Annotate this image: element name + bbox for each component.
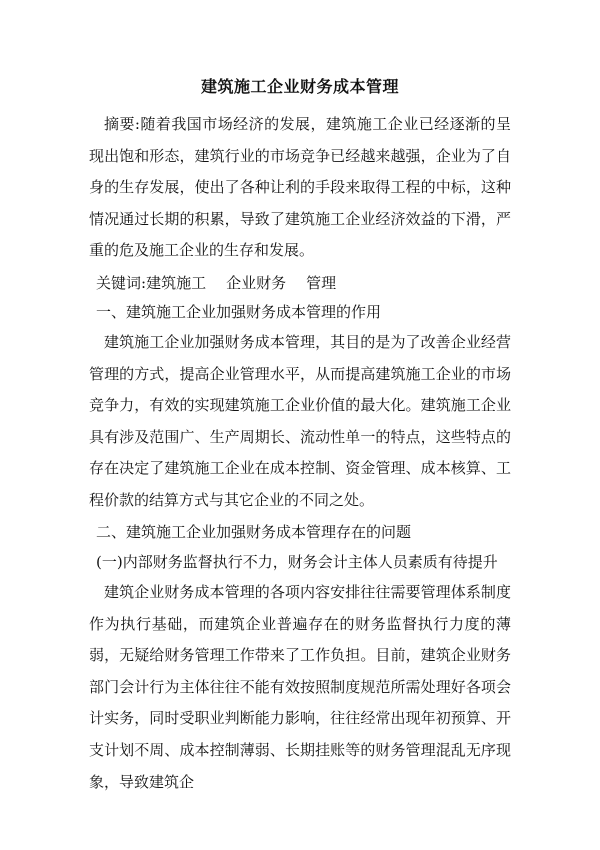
keywords-line: [96, 268, 336, 300]
keyword-item: 企业财务: [226, 274, 287, 292]
section-paragraph: 建筑施工企业加强财务成本管理，其目的是为了改善企业经营管理的方式，提高企业管理水平，从而提高建筑施工企业的市场竞争力，有效的实现建筑施工企业价值的最大化。建筑施工企业具有涉及范围广、生产周期长、流动性单一的特点，这些特点的存在决定了建筑施工企业在成本控制、资金管理、成本核算、工程价款的结算方式与其它企业的不同之处。: [89, 333, 511, 509]
keyword-item: 建筑施工: [146, 274, 207, 292]
section-heading: 一、建筑施工企业加强财务成本管理的作用: [96, 303, 382, 321]
keyword-item: 管理: [306, 274, 337, 292]
section-heading: 二、建筑施工企业加强财务成本管理存在的问题: [96, 523, 412, 541]
keywords-label: 关键词:: [96, 274, 147, 292]
abstract-paragraph: 摘要:随着我国市场经济的发展，建筑施工企业已经逐渐的呈现出饱和形态，建筑行业的市场竞争已经越来越强，企业为了自身的生存发展，使出了各种让利的手段来取得工程的中标，这种情况通过长期的积累，导致了建筑施工企业经济效益的下滑，严重的危及施工企业的生存和发展。: [89, 115, 511, 260]
subsection-heading: (一)内部财务监督执行不力，财务会计主体人员素质有待提升: [96, 553, 498, 571]
document-title: 建筑施工企业财务成本管理: [200, 77, 399, 96]
section-paragraph: 建筑企业财务成本管理的各项内容安排往往需要管理体系制度作为执行基础，而建筑企业普遍存在的财务监督执行力度的薄弱，无疑给财务管理工作带来了工作负担。目前，建筑企业财务部门会计行为主体往往不能有效按照制度规范所需处理好各项会计实务，同时受职业判断能力影响，往往经常出现年初预算、开支计划不周、成本控制薄弱、长期挂账等的财务管理混乱无序现象，导致建筑企: [89, 583, 511, 791]
